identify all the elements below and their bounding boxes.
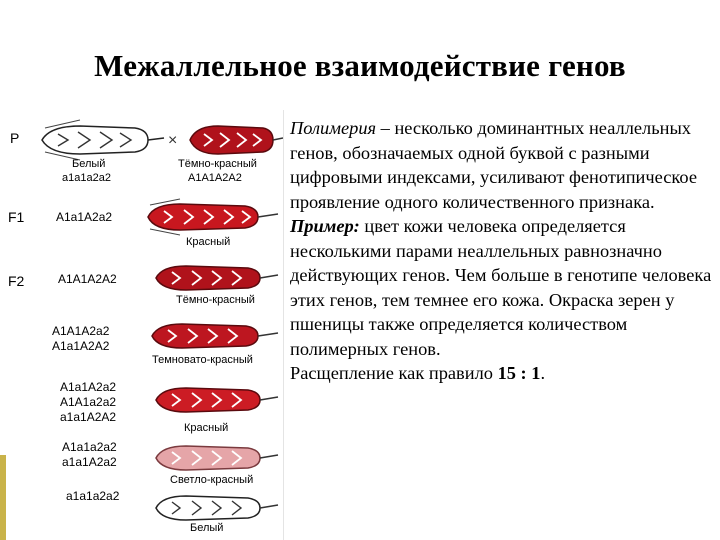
ratio-end: . xyxy=(540,363,546,383)
ratio-paragraph xyxy=(290,361,720,386)
genotype-label: a1a1A2a2 xyxy=(62,455,117,469)
example-text: цвет кожи человека определяется несколькими парами неаллельных равнозначно действующих генов. Чем больше в генотипе человека этих генов, тем темнее его кожа. Окраска зерен у пшеницы также определяется количеством полимерных генов. xyxy=(290,216,712,359)
slide-title: Межаллельное взаимодействие генов xyxy=(94,48,626,83)
spike-caption: Светло-красный xyxy=(170,474,254,486)
genotype-label: A1A1A2a2 xyxy=(52,324,110,338)
genotype-label: A1a1a2a2 xyxy=(62,440,117,454)
wheat-spike-f1-red xyxy=(140,198,280,236)
term-polymeria: Полимерия xyxy=(290,118,377,138)
definition-text: – несколько доминантных неаллельных генов, обозначаемых одной буквой с разными цифровыми индексами, усиливают фенотипическое проявление одного количественного признака. xyxy=(290,118,698,212)
genotype-label: A1a1A2a2 xyxy=(60,380,117,394)
spike-caption: Красный xyxy=(186,236,231,248)
example-paragraph xyxy=(290,214,720,361)
genotype-label: A1a1A2A2 xyxy=(52,339,110,353)
genotype-label: a1a1a2a2 xyxy=(62,172,111,184)
body-text xyxy=(290,116,720,386)
wheat-spike-white-parent xyxy=(40,118,165,162)
spike-caption: Тёмно-красный xyxy=(176,294,255,306)
wheat-diagram xyxy=(0,110,283,540)
genotype-label: A1a1A2a2 xyxy=(56,210,113,224)
spike-caption: Тёмно-красный xyxy=(178,158,257,170)
genotype-label: A1A1A2A2 xyxy=(58,272,117,286)
generation-f2-label: F2 xyxy=(8,273,25,289)
definition-paragraph xyxy=(290,116,720,214)
wheat-spike-dark-red-parent xyxy=(188,118,283,162)
genotype-label: a1a1A2A2 xyxy=(60,410,117,424)
wheat-spike-f2-light-red xyxy=(150,440,280,476)
spike-caption: Красный xyxy=(184,422,229,434)
spike-body xyxy=(42,120,164,160)
ratio-value: 15 : 1 xyxy=(497,363,541,383)
spike-caption: Темновато-красный xyxy=(152,354,253,366)
ratio-intro: Расщепление как правило xyxy=(290,363,498,383)
generation-p-label: P xyxy=(10,130,20,146)
genotype-label: A1A1a2a2 xyxy=(60,395,117,409)
spike-caption: Белый xyxy=(190,522,224,534)
wheat-spike-f2-dark-red xyxy=(150,260,280,296)
spike-caption: Белый xyxy=(72,158,106,170)
wheat-spike-f2-darkish-red xyxy=(146,318,280,354)
wheat-spike-f2-red xyxy=(150,382,280,418)
generation-f1-label: F1 xyxy=(8,209,25,225)
wheat-spike-f2-white xyxy=(150,490,280,526)
genotype-label: a1a1a2a2 xyxy=(66,489,120,503)
divider-line xyxy=(283,110,284,540)
genotype-label: A1A1A2A2 xyxy=(188,172,242,184)
term-example: Пример: xyxy=(290,216,360,236)
cross-symbol: × xyxy=(168,132,178,149)
